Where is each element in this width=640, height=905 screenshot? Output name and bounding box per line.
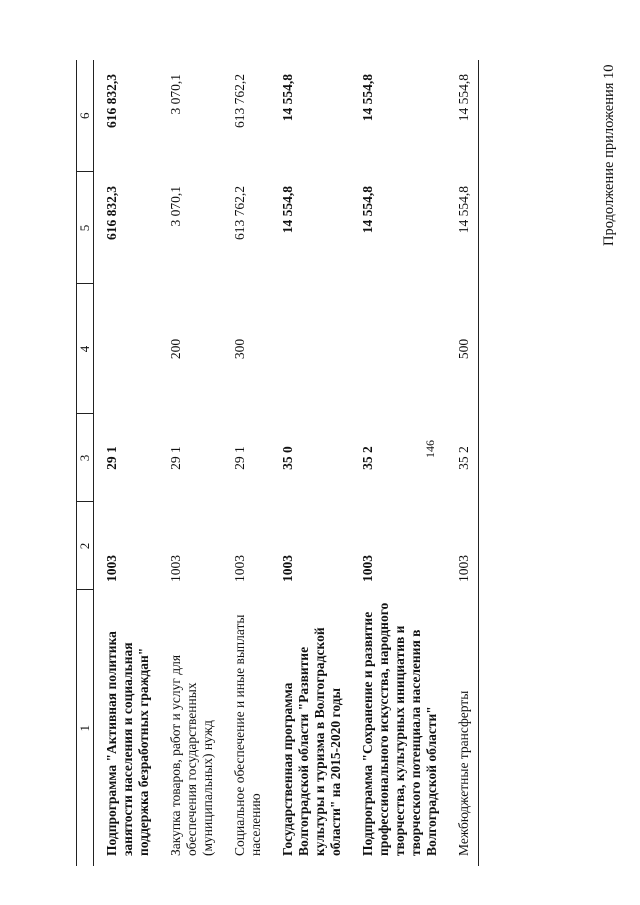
row-name: Подпрограмма "Активная политика занятости населения и социальная поддержка безработных граждан": [104, 631, 151, 856]
row-value-6: 616 832,3: [104, 74, 119, 128]
row-target: 29 1: [232, 446, 247, 470]
table-row: [158, 60, 222, 866]
header-col-1: 1: [77, 725, 92, 732]
row-value-6: 14 554,8: [456, 74, 471, 122]
row-expense: [94, 284, 159, 414]
row-value-5: 3 070,1: [168, 186, 183, 227]
header-col-2: 2: [77, 502, 94, 590]
row-name: Подпрограмма "Сохранение и развитие профессионального искусства, народного творчества, культурных инициатив и творческого потенциала населения в Волгоградской области": [360, 602, 439, 856]
row-section: 1003: [280, 555, 295, 582]
row-expense: 200: [168, 338, 183, 360]
row-value-5: 14 554,8: [456, 186, 471, 234]
header-col-3: 3: [77, 414, 94, 502]
page-number: 146: [423, 440, 437, 458]
continuation-caption: Продолжение приложения 10: [601, 64, 617, 246]
header-row: [77, 60, 94, 866]
row-target: 35 2: [360, 446, 375, 470]
table-row: [350, 60, 446, 866]
row-value-6: 613 762,2: [232, 74, 247, 128]
row-expense: 500: [456, 338, 471, 360]
row-target: 29 1: [168, 446, 183, 470]
row-target: 35 0: [280, 446, 295, 470]
row-value-5: 616 832,3: [104, 186, 119, 240]
table-row: [446, 60, 479, 866]
row-name: Межбюджетные трансферты: [456, 690, 471, 856]
row-name: Социальное обеспечение и иные выплаты населению: [232, 614, 263, 856]
row-section: 1003: [232, 555, 247, 582]
table-row: [270, 60, 350, 866]
row-value-6: 14 554,8: [360, 74, 375, 122]
row-name: Закупка товаров, работ и услуг для обеспечения государственных (муниципальных) нужд: [168, 654, 215, 856]
row-value-6: 3 070,1: [168, 74, 183, 115]
table-row: [94, 60, 159, 866]
header-col-4: 4: [77, 284, 94, 414]
row-value-5: 613 762,2: [232, 186, 247, 240]
row-section: 1003: [168, 555, 183, 582]
row-expense: [350, 284, 446, 414]
rotated-table-wrapper: [76, 60, 546, 866]
row-expense: 300: [232, 338, 247, 360]
header-col-6: 6: [77, 60, 94, 172]
row-section: 1003: [104, 555, 119, 582]
table-row: [222, 60, 270, 866]
row-target: 29 1: [104, 446, 119, 470]
row-section: 1003: [360, 555, 375, 582]
header-col-5: 5: [77, 172, 94, 284]
row-name: Государственная программа Волгоградской области "Развитие культуры и туризма в Волгоградской области" на 2015-2020 годы: [280, 627, 343, 856]
row-expense: [270, 284, 350, 414]
row-value-5: 14 554,8: [360, 186, 375, 234]
budget-table: [76, 60, 479, 866]
row-section: 1003: [456, 555, 471, 582]
row-value-5: 14 554,8: [280, 186, 295, 234]
row-target: 35 2: [456, 446, 471, 470]
row-value-6: 14 554,8: [280, 74, 295, 122]
